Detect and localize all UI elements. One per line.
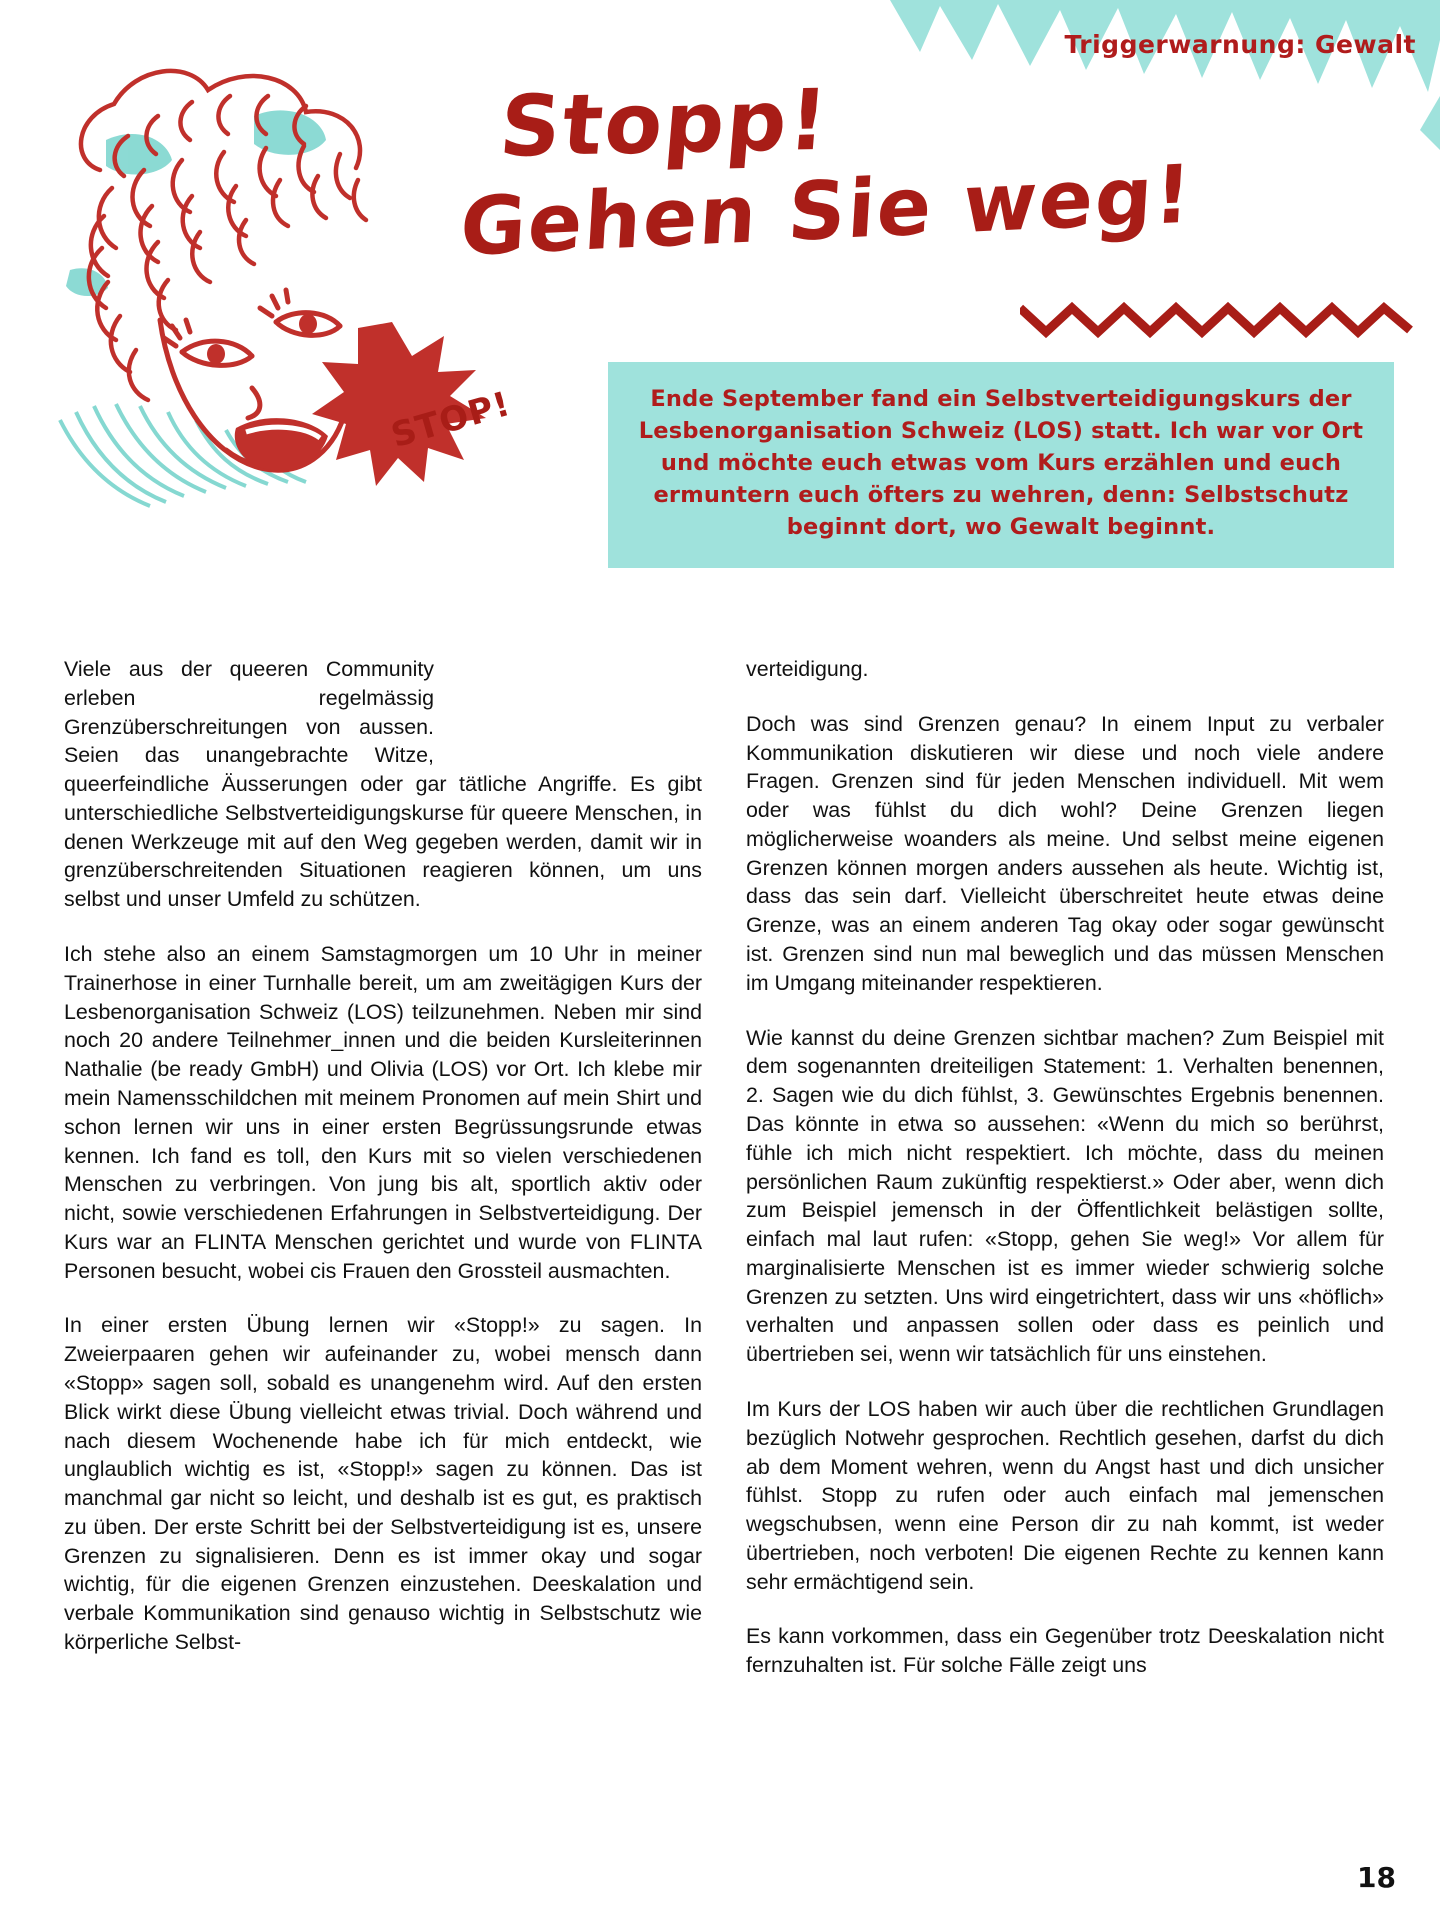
trigger-warning-label: Triggerwarnung: Gewalt [1064,30,1416,59]
column-right [746,655,1384,1680]
article-body [64,655,1384,1680]
headline-line-2: Gehen Sie weg! [457,147,1196,274]
illustration-text-wrap-spacer [434,655,702,743]
lead-callout-box [608,362,1394,568]
headline-line-1: Stopp! [496,70,834,176]
paragraph: Doch was sind Grenzen genau? In einem Input zu verbaler Kommunikation diskutieren wir diese und noch viele andere Fragen. Grenzen sind für jeden Menschen individuell. Mit wem oder was fühlst du dich wohl? Deine Grenzen liegen möglicherweise woanders als meine. Und selbst meine eigenen Grenzen können morgen anders aussehen als heute. Wichtig ist, dass das sein darf. Vielleicht überschreitet heute etwas deine Grenze, was an einem anderen Tag okay oder sogar gewünscht ist. Grenzen sind nun mal beweglich und das müssen Menschen im Umgang miteinander respektieren. [746,711,1384,995]
page-number: 18 [1357,1861,1396,1894]
page-title [457,70,1420,274]
zigzag-decoration [1020,300,1420,340]
paragraph: Es kann vorkommen, dass ein Gegenüber trotz Deeskalation nicht fernzuhalten ist. Für solche Fälle zeigt uns [746,1624,1384,1678]
paragraph: Im Kurs der LOS haben wir auch über die rechtlichen Grundlagen bezüglich Notwehr gesprochen. Rechtlich gesehen, darfst du dich ab dem Moment wehren, wenn du Angst hast und dich unsicher fühlst. Stopp zu rufen oder auch einfach mal jemenschen wegschubsen, wenn eine Person dir zu nah kommt, ist weder übertrieben, noch verboten! Die eigenen Rechte zu kennen kann sehr ermächtigend sein. [746,1396,1384,1594]
paragraph-text: Viele aus der queeren Community erleben regelmässig Grenzüberschreitungen von aussen. Seien das unangebrachte Witze, queerfeindliche Äusserungen oder gar tätliche Angriffe. Es gibt unterschiedliche Selbstverteidigungskurse für queere Menschen, in denen Werkzeuge mit auf den Weg gegeben werden, damit wir in grenzüberschreitenden Situationen reagieren können, um uns selbst und unser Umfeld zu schützen. [64,657,702,912]
paragraph: verteidigung. [746,657,869,681]
lead-text: Ende September fand ein Selbstverteidigungskurs der Lesbenorganisation Schweiz (LOS) statt. Ich war vor Ort und möchte euch etwas vom Kurs erzählen und euch ermuntern euch öfters zu wehren, denn: Selbstschutz beginnt dort, wo Gewalt beginnt. [638,386,1364,540]
column-left [64,655,702,1680]
paragraph: Wie kannst du deine Grenzen sichtbar machen? Zum Beispiel mit dem sogenannten dreiteiligen Statement: 1. Verhalten benennen, 2. Sagen wie du dich fühlst, 3. Gewünschtes Ergebnis benennen. Das könnte in etwa so aussehen: «Wenn du mich so berührst, fühle ich mich nicht respektiert. Ich möchte, dass du meinen persönlichen Raum zukünftig respektierst.» Oder aber, wenn dich zum Beispiel jemensch in der Öffentlichkeit belästigen sollte, einfach mal laut rufen: «Stopp, gehen Sie weg!» Vor allem für marginalisierte Menschen ist es immer wieder schwierig solche Grenzen zu setzten. Uns wird eingetrichtert, dass wir uns «höflich» verhalten und anpassen sollen oder dass es peinlich und übertrieben sei, wenn wir tatsächlich für uns einstehen. [746,1025,1384,1367]
paragraph: In einer ersten Übung lernen wir «Stopp!» zu sagen. In Zweierpaaren gehen wir aufeinander zu, wobei mensch dann «Stopp» sagen soll, sobald es unangenehm wird. Auf den ersten Blick wirkt diese Übung vielleicht etwas trivial. Doch während und nach diesem Wochenende habe ich für mich entdeckt, wie unglaublich wichtig es ist, «Stopp!» sagen zu können. Das ist manchmal gar nicht so leicht, und deshalb ist es gut, es praktisch zu üben. Der erste Schritt bei der Selbstverteidigung ist es, unsere Grenzen zu signalisieren. Denn es ist immer okay und sogar wichtig, für die eigenen Grenzen einzustehen. Deeskalation und verbale Kommunikation sind genauso wichtig in Selbstschutz wie körperliche Selbst- [64,1313,702,1654]
paragraph [64,655,702,914]
paragraph: Ich stehe also an einem Samstagmorgen um 10 Uhr in meiner Trainerhose in einer Turnhalle bereit, um am zweitägigen Kurs der Lesbenorganisation Schweiz (LOS) teilzunehmen. Neben mir sind noch 20 andere Teilnehmer_innen und die beiden Kursleiterinnen Nathalie (be ready GmbH) und Olivia (LOS) vor Ort. Ich klebe mir mein Namensschildchen mit meinem Pronomen auf mein Shirt und schon lernen wir uns in einer ersten Begrüssungsrunde etwas kennen. Ich fand es toll, den Kurs mit so vielen verschiedenen Menschen zu verbringen. Von jung bis alt, sportlich aktiv oder nicht, sowie verschiedenen Erfahrungen in Selbstverteidigung. Der Kurs war an FLINTA Menschen gerichtet und wurde von FLINTA Personen besucht, wobei cis Frauen den Grossteil ausmachten. [64,942,702,1283]
stop-burst-label: STOP! [386,383,516,457]
